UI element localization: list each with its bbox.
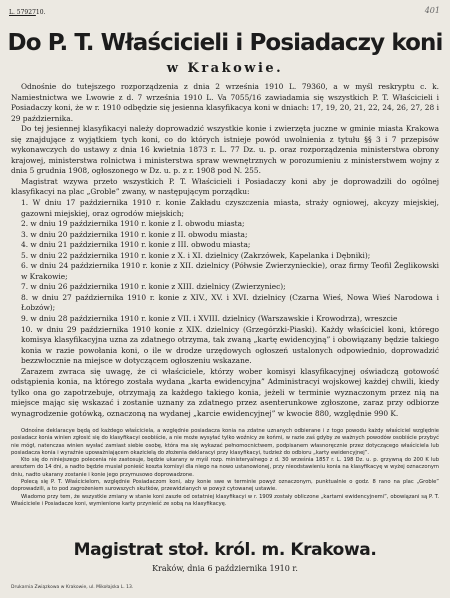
schedule-item: 7. w dniu 26 października 1910 r. konie z XIII. dzielnicy (Zwierzyniec); <box>21 282 286 292</box>
paragraph-summons: Magistrat wzywa przeto wszystkich P. T. Właścicieli i Posiadaczy koni aby je doprowadzili do ogólnej klasyfikacyi na plac „Groble” zwany, w następującym porządku: <box>11 176 439 197</box>
schedule-item: 8. w dniu 27 października 1910 r. konie z XIV., XV. i XVI. dzielnicy (Czarna Wieś, Nowa Wieś Narodowa i Łobzów); <box>21 292 439 313</box>
reference-number <box>9 9 45 16</box>
schedule-item: 2. w dniu 19 października 1910 r. konie z I. obwodu miasta; <box>21 219 245 229</box>
paragraph-scope: Do tej jesiennej klasyfikacyi należy doprowadzić wszystkie konie i zwierzęta juczne w gminie miasta Krakowa się znajdujące z wyjątkiem tych koni, co do których istnieje powód uwolnienia z tytułu §§ 3 i 7 przepisów wykonawczych do ustawy z dnia 16 kwietnia 1873 r. L. 77 Dz. u. p. oraz rozporządzenia ministerstwa obrony krajowej, ministerstwa rolnictwa i ministerstwa spraw wewnętrznych w porozumieniu z ministerstwem wojny z dnia 5 grudnia 1908, ogłoszonego w Dz. u. p. z r. 1908 pod N. 255. <box>11 124 439 176</box>
announcement-body <box>11 82 439 420</box>
page-title: Do P. T. Właścicieli i Posiadaczy koni <box>7 30 443 56</box>
signature: Magistrat stoł. król. m. Krakowa. <box>73 540 377 560</box>
reference-number-main: L. 57927 <box>9 9 36 16</box>
fine-print <box>11 428 439 508</box>
schedule-item: 3. w dniu 20 października 1910 r. konie z II. obwodu miasta; <box>21 229 248 239</box>
fine-print-paragraph: Kto się do niniejszego polecenia nie zastosuje, będzie ukarany w myśl rozp. ministeryalnego z d. 30 września 1857 r. L. 198 Dz. u. p. grzywną do 200 K lub aresztem do 14 dni, a nadto będzie musiał ponieść koszta komisyi dla niego na nowo ustanowionej, przy nieodstawieniu konia na klasyfikacyę w wyżej oznaczonym dniu, nadto ukarany zostanie i konie jego przymusowo doprowadzone. <box>11 457 439 478</box>
schedule-item: 4. w dniu 21 października 1910 r. konie z III. obwodu miasta; <box>21 240 251 250</box>
schedule-item: 6. w dniu 24 października 1910 r. konie z XII. dzielnicy (Półwsie Zwierzynieckie), oraz firmy Teofil Żeglikowski w Krakowie; <box>21 261 439 281</box>
printer-imprint: Drukarnia Związkowa w Krakowie, ul. Mikołajska L. 13. <box>11 585 134 590</box>
schedule-item: 10. w dniu 29 października 1910 konie z XIX. dzielnicy (Grzegórzki-Piaski). Każdy właściciel koni, którego komisya klasyfikacyjna uzna za zdatnego otrzyma, tak zwaną „kartę ewidencyjną” i obowiązany będzie takiego konia w razie powołania koni, o ile w drodze urzędowych ogłoszeń ustalonych odpowiednio, doprowadzić bezzwłocznie na miejsce w dotyczącem ogłoszeniu wskazane. <box>21 324 439 366</box>
page-subtitle: w Krakowie. <box>166 61 284 76</box>
schedule-item: 5. w dniu 22 października 1910 r. konie z X. i XI. dzielnicy (Zakrzówek, Kapelanka i Dębniki); <box>21 250 371 260</box>
reference-number-suffix: 10. <box>35 9 46 16</box>
fine-print-paragraph: Odnośne deklaracye będą od każdego właściciela, a względnie posiadacza konia na zdatne uznanych odbierane i z togo powodu każdy właściciel względnie posiadacz konia winien zgłosić się do klasyfikacyi osobiście, a nie może wysyłać tylko woźnicy ze końmi, w razie zaś gdyby ze ważnych powodów osobiście przybyć nie mógł, natenczas winien wysłać zamiast siebie osobę, która ma się wykazać pełnomocnictwem, podpisanem własnoręcznie przez dotyczącego właściciela lub posiadacza konia i wyraźnie upoważniającem okazicielą do złożenia deklaracyi przy klasyfikacyi, tudzież do odbioru „karty ewidencyjnej”. <box>11 428 439 456</box>
schedule-item: 9. w dniu 28 października 1910 r. konie z VII. i XVIII. dzielnicy (Warszawskie i Krowodrza), wreszcie <box>21 314 398 324</box>
paragraph-compensation: Zarazem zwraca się uwagę, że ci właściciele, którzy wober komisyi klasyfikacyjnej oświadczą gotowość odstąpienia konia, na którego została wydana „karta ewidencyjna” Administracyi wojskowej każdej chwili, kiedy tylko ona go zapotrzebuje, otrzymają za każdego takiego konia, jeżeli w terminie wyznaczonym przez nią na miejsce mając się wskazać i zostanie uznany za zdatnego przez asenterunkowe zgłoszone, zaraz przy odbiorze wynagrodzenie gotówką, oznaczoną na wydanej „karcie ewidencyjnej” w kwocie 880, względnie 990 K. <box>11 366 439 418</box>
corner-mark: 401 <box>424 6 440 15</box>
issue-date: Kraków, dnia 6 października 1910 r. <box>152 564 298 573</box>
paragraph-intro: Odnośnie do tutejszego rozporządzenia z dnia 2 września 1910 L. 79360, a w myśl reskryptu c. k. Namiestnictwa we Lwowie z d. 7 września 1910 L. Va 7055/16 zawiadamia się wszystkich P. T. Właścicieli i Posiadaczy koni, że w r. 1910 odbędzie się jesienna klasyfikacya koni w dniach: 17, 19, 20, 21, 22, 24, 26, 27, 28 i 29 października. <box>11 82 439 123</box>
fine-print-paragraph: Wiadomo przy tem, że wszystkie zmiany w stanie koni zaszłe od ostatniej klasyfikacyi w r. 1909 zostały obliczone „kartami ewidencyjnemi”, obowiązani są P. T. Właściciele i Posiadacze koni, wymienione karty przynieść ze sobą na klasyfikacyę. <box>11 493 439 507</box>
schedule-item: 1. W dniu 17 października 1910 r. konie Zakładu czyszczenia miasta, straży ogniowej, akcyzy miejskiej, gazowni miejskiej, oraz ogrodów miejskich; <box>21 198 439 218</box>
fine-print-paragraph: Polecą się P. T. Właścicielom, względnie Posiadaczom koni, aby konie swe w terminie powyż oznaczonym, punktualnie o godz. 8 rano na plac „Groble” doprowadzili, a to pod zagrożeniem surowszych skutków, przewidzianych w powyż cytowanej ustawie. <box>11 479 439 493</box>
